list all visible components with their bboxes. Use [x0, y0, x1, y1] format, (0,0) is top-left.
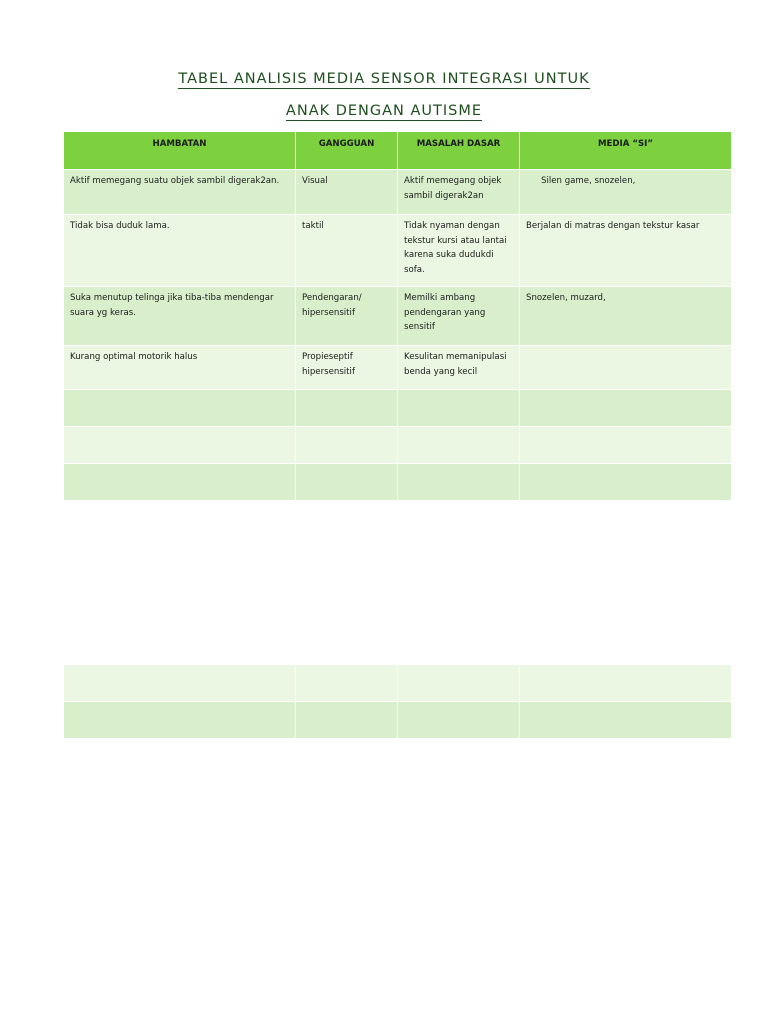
table-cell: [520, 665, 732, 702]
title-line2-text: ANAK DENGAN AUTISME: [285, 103, 483, 119]
table-cell: [64, 390, 296, 427]
table-cell: Pendengaran/ hipersensitif: [296, 287, 398, 346]
table-cell: [398, 702, 520, 739]
table-row: [64, 390, 732, 427]
table-cell: Tidak nyaman dengan tekstur kursi atau lantai karena suka dudukdi sofa.: [398, 215, 520, 287]
table-cell: Suka menutup telinga jika tiba-tiba mendengar suara yg keras.: [64, 287, 296, 346]
header-gangguan: GANGGUAN: [296, 132, 398, 170]
table-row: [64, 665, 732, 702]
table-row: [64, 464, 732, 501]
header-media-si: MEDIA “SI”: [520, 132, 732, 170]
table-cell: [64, 665, 296, 702]
table-row: [64, 215, 732, 287]
table-cell: [520, 390, 732, 427]
document-title-line1: [0, 71, 768, 87]
table-cell: Visual: [296, 170, 398, 215]
analysis-table: [63, 131, 732, 501]
table-cell: Kurang optimal motorik halus: [64, 346, 296, 390]
table-cell: [296, 702, 398, 739]
table-header-row: [64, 132, 732, 170]
table-row: [64, 427, 732, 464]
table-cell: Propieseptif hipersensitif: [296, 346, 398, 390]
table-cell: [398, 464, 520, 501]
table-cell: [398, 665, 520, 702]
table-cell: Aktif memegang suatu objek sambil digerak2an.: [64, 170, 296, 215]
table-row: [64, 346, 732, 390]
table-row: [64, 287, 732, 346]
lower-table: [63, 664, 732, 739]
table-cell: Memilki ambang pendengaran yang sensitif: [398, 287, 520, 346]
table-cell: [520, 427, 732, 464]
table-cell: [520, 464, 732, 501]
table-row: [64, 170, 732, 215]
document-title-line2: [0, 103, 768, 119]
header-masalah-dasar: MASALAH DASAR: [398, 132, 520, 170]
table-cell: [398, 427, 520, 464]
table-cell: [64, 464, 296, 501]
table-cell: [296, 665, 398, 702]
table-cell: Silen game, snozelen,: [520, 170, 732, 215]
table-cell: taktil: [296, 215, 398, 287]
table-cell: [296, 464, 398, 501]
table-row: [64, 702, 732, 739]
header-hambatan: HAMBATAN: [64, 132, 296, 170]
table-cell: [520, 702, 732, 739]
table-cell: Berjalan di matras dengan tekstur kasar: [520, 215, 732, 287]
title-line1-text: TABEL ANALISIS MEDIA SENSOR INTEGRASI UNTUK: [178, 71, 590, 87]
table-cell: Aktif memegang objek sambil digerak2an: [398, 170, 520, 215]
table-cell: [398, 390, 520, 427]
table-cell: Snozelen, muzard,: [520, 287, 732, 346]
table-cell: Kesulitan memanipulasi benda yang kecil: [398, 346, 520, 390]
table-cell: [296, 427, 398, 464]
table-cell: [296, 390, 398, 427]
table-cell: [520, 346, 732, 390]
table-cell: [64, 427, 296, 464]
table-cell: Tidak bisa duduk lama.: [64, 215, 296, 287]
table-cell: [64, 702, 296, 739]
